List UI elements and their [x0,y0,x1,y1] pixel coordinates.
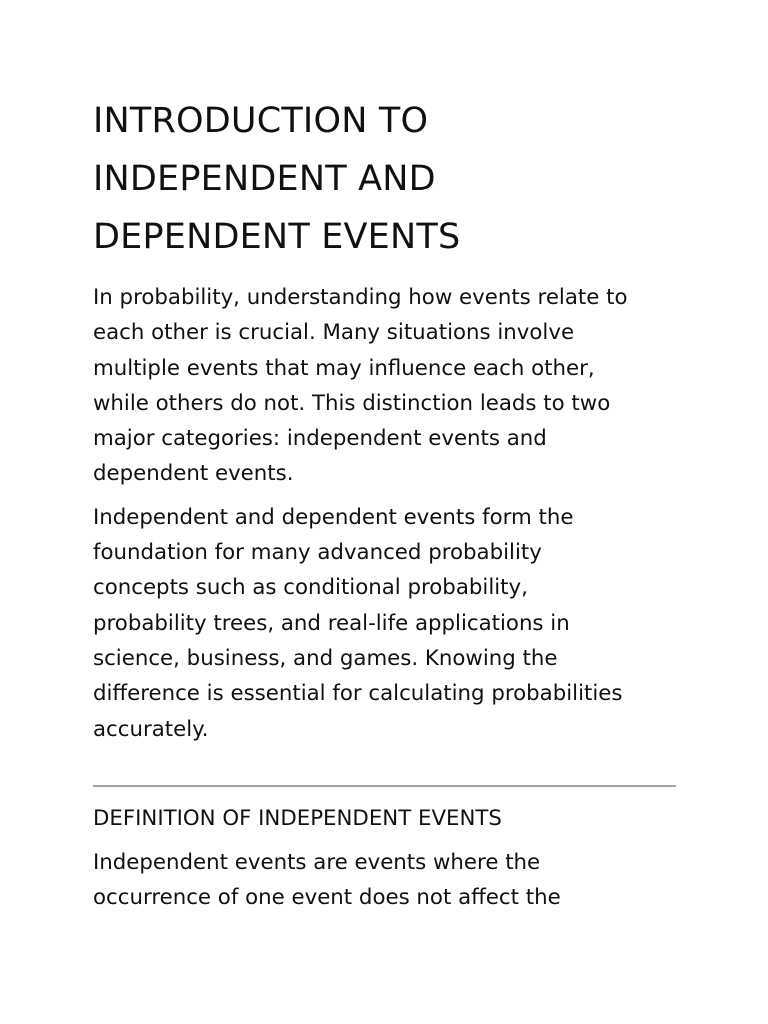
intro-line-2: each other is crucial. Many situations involve [93,320,575,346]
foundation-line-1: Independent and dependent events form the [93,504,574,530]
definition-paragraph [93,845,693,916]
section-heading: DEFINITION OF INDEPENDENT EVENTS [93,805,502,831]
intro-line-5: major categories: independent events and [93,426,547,452]
foundation-line-6: difference is essential for calculating probabilities [93,681,623,707]
foundation-line-4: probability trees, and real-life applications in [93,610,570,636]
definition-line-2: occurrence of one event does not affect the [93,885,561,911]
foundation-paragraph [93,500,693,747]
intro-paragraph [93,280,693,492]
foundation-line-5: science, business, and games. Knowing the [93,645,558,671]
foundation-line-3: concepts such as conditional probability, [93,575,528,601]
intro-line-1: In probability, understanding how events relate to [93,285,628,310]
title-line-2: INDEPENDENT AND [93,159,436,199]
page-title [93,92,693,266]
title-line-3: DEPENDENT EVENTS [93,217,461,257]
title-line-1: INTRODUCTION TO [93,101,429,141]
foundation-line-7: accurately. [93,716,209,742]
intro-line-6: dependent events. [93,461,294,487]
intro-line-4: while others do not. This distinction leads to two [93,390,611,416]
foundation-line-2: foundation for many advanced probability [93,540,542,566]
section-divider [93,785,676,787]
intro-line-3: multiple events that may influence each other, [93,355,595,381]
definition-line-1: Independent events are events where the [93,849,541,875]
